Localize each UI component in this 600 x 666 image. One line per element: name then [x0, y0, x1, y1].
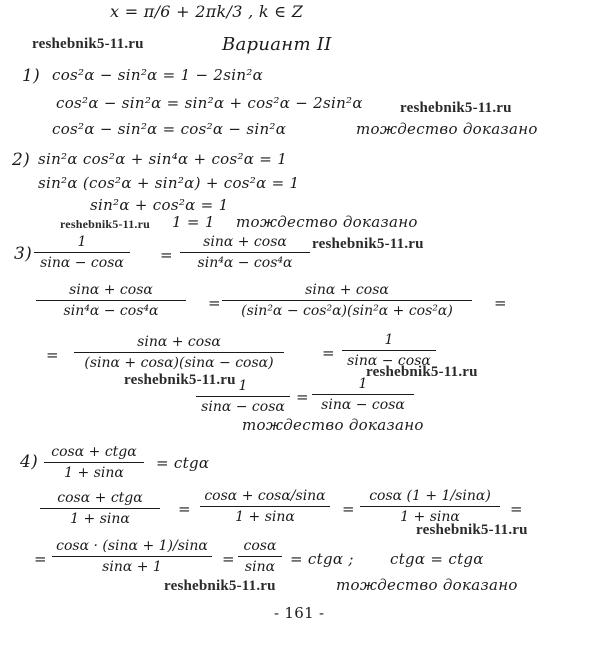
equals-sign: =: [322, 344, 335, 362]
task4-fraction-4: cosα (1 + 1/sinα) 1 + sinα: [360, 488, 500, 525]
task4-fraction-1: cosα + ctgα 1 + sinα: [44, 444, 144, 481]
equals-sign: =: [342, 500, 355, 518]
watermark: reshebnik5-11.ru: [312, 236, 424, 252]
watermark: reshebnik5-11.ru: [32, 36, 144, 52]
task4-fraction-3: cosα + cosα/sinα 1 + sinα: [200, 488, 330, 525]
task3-proved: тождество доказано: [242, 416, 424, 434]
equals-sign: =: [296, 388, 309, 406]
page-number: - 161 -: [274, 604, 325, 622]
equals-sign: =: [34, 550, 47, 568]
task3-fraction-5: sinα + cosα (sinα + cosα)(sinα − cosα): [74, 334, 284, 371]
task1-proved: тождество доказано: [356, 120, 538, 138]
task2-line1: sin²α cos²α + sin⁴α + cos²α = 1: [38, 150, 288, 168]
equals-sign: =: [160, 246, 173, 264]
top-formula: x = π/6 + 2πk/3 , k ∈ Z: [110, 2, 304, 21]
watermark: reshebnik5-11.ru: [366, 364, 478, 380]
task4-rhs: = ctgα: [156, 454, 210, 472]
task3-fraction-2: sinα + cosα sin⁴α − cos⁴α: [180, 234, 310, 271]
task2-line2: sin²α (cos²α + sin²α) + cos²α = 1: [38, 174, 300, 192]
task1-number: 1): [22, 66, 41, 86]
task4-tail-1: = ctgα ;: [290, 550, 354, 568]
watermark: reshebnik5-11.ru: [60, 217, 150, 231]
task4-fraction-6: cosα sinα: [238, 538, 282, 575]
task2-number: 2): [12, 150, 31, 170]
watermark: reshebnik5-11.ru: [164, 578, 276, 594]
task3-fraction-7: 1 sinα − cosα: [196, 378, 290, 415]
task2-line4: 1 = 1: [172, 213, 215, 231]
task4-tail-2: ctgα = ctgα: [390, 550, 484, 568]
task4-fraction-2: cosα + ctgα 1 + sinα: [40, 490, 160, 527]
task3-fraction-6: 1 sinα − cosα: [342, 332, 436, 369]
task1-line1: cos²α − sin²α = 1 − 2sin²α: [52, 66, 264, 84]
task3-fraction-3: sinα + cosα sin⁴α − cos⁴α: [36, 282, 186, 319]
task4-number: 4): [20, 452, 39, 472]
watermark: reshebnik5-11.ru: [416, 522, 528, 538]
equals-sign: =: [46, 346, 59, 364]
task3-fraction-4: sinα + cosα (sin²α − cos²α)(sin²α + cos²α): [222, 282, 472, 319]
task4-proved: тождество доказано: [336, 576, 518, 594]
task4-fraction-5: cosα · (sinα + 1)/sinα sinα + 1: [52, 538, 212, 575]
watermark: reshebnik5-11.ru: [400, 100, 512, 116]
variant-title: Вариант II: [222, 34, 332, 55]
task2-line3: sin²α + cos²α = 1: [90, 196, 229, 214]
equals-sign: =: [510, 500, 523, 518]
equals-sign: =: [208, 294, 221, 312]
watermark: reshebnik5-11.ru: [124, 372, 236, 388]
task1-line3: cos²α − sin²α = cos²α − sin²α: [52, 120, 287, 138]
task3-number: 3): [14, 244, 33, 264]
task1-line2: cos²α − sin²α = sin²α + cos²α − 2sin²α: [56, 94, 363, 112]
equals-sign: =: [494, 294, 507, 312]
equals-sign: =: [178, 500, 191, 518]
task3-fraction-8: 1 sinα − cosα: [312, 376, 414, 413]
task2-proved: тождество доказано: [236, 213, 418, 231]
task3-fraction-1: 1 sinα − cosα: [34, 234, 130, 271]
equals-sign: =: [222, 550, 235, 568]
